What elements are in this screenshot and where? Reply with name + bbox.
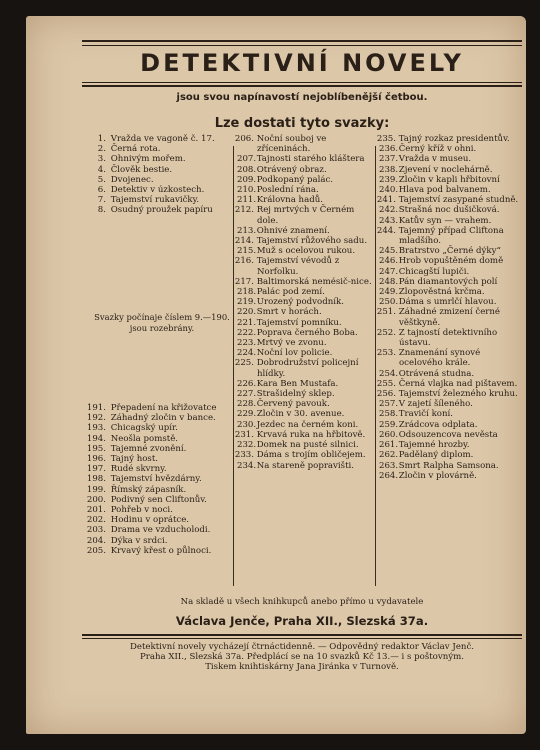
list-item: 261. Tajemné hrozby.	[379, 440, 470, 451]
list-item: 198. Tajemství hvězdárny.	[86, 474, 202, 485]
list-item: 4. Člověk bestie.	[97, 164, 173, 175]
top-rule-thin	[82, 45, 522, 46]
list-item: 245. Bratrstvo „Černé dýky“	[379, 246, 501, 257]
list-item: 201. Pohřeb v noci.	[86, 505, 173, 516]
list-item: 213. Ohnivé znamení.	[237, 225, 330, 236]
list-item: 242. Strašná noc dušičková.	[379, 205, 500, 216]
list-item: 239. Zločin v kapli hřbitovní	[379, 174, 500, 185]
list-item: 252. Z tajností detektivního ústavu.	[376, 327, 498, 349]
top-rule	[82, 40, 522, 42]
list-item: 248. Pán diamantových polí	[379, 276, 498, 287]
column-divider-1	[233, 146, 234, 586]
imprint-line: Tiskem knihtiskárny Jana Jiránka v Turnově.	[205, 662, 399, 673]
list-item: 218. Palác pod zemí.	[237, 287, 325, 298]
list-item: 217. Baltimorská nemésič-nice.	[234, 276, 372, 287]
list-item: 241. Tajemství zasypané studně.	[376, 195, 519, 206]
list-item: 3. Ohnivým mořem.	[97, 154, 186, 165]
column-divider-2	[375, 146, 376, 586]
footer-rule	[82, 634, 522, 636]
list-item: 194. Neošla pomstě.	[86, 433, 179, 444]
list-item: 234. Na stareně popravišti.	[237, 460, 354, 471]
list-item: 211. Královna hadů.	[237, 195, 323, 206]
volumes-heading: Lze dostati tyto svazky:	[214, 116, 390, 131]
list-item: 232. Domek na pusté silnici.	[237, 440, 359, 451]
list-item: 240. Hlava pod balvanem.	[379, 185, 491, 196]
sold-out-note: Svazky počínaje číslem 9.—190. jsou rozebrány.	[94, 312, 230, 333]
list-item: 255. Černá vlajka nad pištavem.	[376, 378, 518, 389]
list-item: 238. Zjevení v noclehárně.	[379, 164, 493, 175]
publisher-line: Václava Jenče, Praha XII., Slezská 37a.	[175, 614, 429, 628]
list-item: 247. Chicagští lupiči.	[379, 266, 470, 277]
list-item: 246. Hrob vopuštěném domě	[379, 256, 504, 267]
list-item: 205. Krvavý křest o půlnoci.	[86, 545, 212, 556]
list-item: 254. Otrávená studna.	[379, 368, 475, 379]
list-item: 264. Zločin v plovárně.	[379, 470, 477, 481]
list-item: 214. Tajemství růžového sadu.	[234, 236, 368, 247]
page-content	[82, 16, 522, 734]
list-item: 215. Muž s ocelovou rukou.	[237, 246, 356, 257]
imprint-line: Detektivní novely vycházejí čtrnáctidenně. — Odpovědný redaktor Václav Jenč.	[130, 642, 474, 652]
volume-list-column-1b	[82, 403, 232, 556]
list-item: 220. Smrt v horách.	[237, 307, 322, 318]
list-item: 225. Dobrodružství policejní hlídky.	[234, 358, 359, 379]
list-item: 228. Červený pavouk.	[237, 399, 330, 410]
list-item: 256. Tajemství železného kruhu.	[376, 389, 518, 400]
list-item: 226. Kara Ben Mustafa.	[237, 378, 339, 389]
list-item: 263. Smrt Ralpha Samsona.	[379, 460, 499, 471]
list-item: 260. Odsouzencova nevěsta	[379, 429, 498, 440]
list-item: 221. Tajemství pomníku.	[237, 317, 342, 328]
list-item: 224. Noční lov policie.	[237, 348, 333, 359]
list-item: 244. Tajemný případ Cliftona mladšího.	[376, 225, 504, 247]
list-item: 210. Poslední rána.	[237, 185, 319, 196]
list-item: 231. Krvavá ruka na hřbitově.	[234, 429, 366, 440]
list-item: 258. Travičí koní.	[379, 409, 453, 420]
list-item: 193. Chicagský upír.	[86, 423, 178, 434]
list-item: 195. Tajemné zvonění.	[86, 443, 187, 454]
list-item: 230. Jezdec na černém koni.	[237, 419, 359, 430]
list-item: 206. Noční souboj ve zříceninách.	[234, 134, 327, 155]
list-item: 262. Padělaný diplom.	[379, 450, 474, 461]
list-item: 207. Tajnosti starého kláštera	[237, 154, 365, 165]
list-item: 209. Podkopaný palác.	[237, 174, 334, 185]
list-item: 250. Dáma s umrlčí hlavou.	[379, 297, 497, 308]
list-item: 8. Osudný proužek papíru	[97, 205, 213, 216]
footer-rule-thin	[82, 638, 522, 639]
list-item: 6. Detektiv v úzkostech.	[97, 185, 205, 196]
list-item: 192. Záhadný zločin v bance.	[86, 413, 216, 424]
list-item: 216. Tajemství vévodů z Norfolku.	[234, 256, 340, 277]
list-item: 5. Dvojenec.	[97, 174, 154, 185]
list-item: 203. Drama ve vzducholodi.	[86, 525, 211, 536]
page-title: DETEKTIVNÍ NOVELY	[140, 49, 464, 77]
subtitle: jsou svou napínavostí nejoblíbenější četbou.	[176, 92, 428, 103]
volume-list-column-3	[376, 134, 522, 481]
list-item: 197. Rudé skvrny.	[86, 464, 167, 475]
list-item: 235. Tajný rozkaz presidentův.	[376, 134, 510, 144]
list-item: 236. Černý kříž v ohni.	[379, 144, 477, 155]
list-item: 223. Mrtvý ve zvonu.	[237, 338, 327, 349]
list-item: 259. Zrádcova odplata.	[379, 419, 478, 430]
list-item: 196. Tajný host.	[86, 454, 159, 465]
availability-note: Na skladě u všech knihkupců anebo přímo u vydavatele	[180, 597, 424, 607]
list-item: 204. Dýka v srdci.	[86, 535, 168, 546]
list-item: 253. Znamenání synové ocelového krále.	[376, 348, 481, 369]
list-item: 237. Vražda v museu.	[379, 154, 472, 165]
list-item: 7. Tajemství rukavičky.	[97, 195, 200, 206]
list-item: 233. Dáma s trojím obličejem.	[234, 450, 366, 461]
list-item: 249. Zlopověstná krčma.	[379, 287, 485, 298]
list-item: 202. Hodinu v oprátce.	[86, 515, 190, 526]
list-item: 1. Vražda ve vagoně č. 17.	[97, 134, 215, 144]
document-page	[26, 16, 526, 734]
title-rule	[82, 85, 522, 87]
imprint-notice	[82, 642, 522, 673]
volume-list-column-2	[234, 134, 375, 471]
title-rule-thin	[82, 82, 522, 83]
list-item: 227. Strašidelný sklep.	[237, 389, 335, 400]
list-item: 219. Urozený podvodník.	[237, 297, 344, 308]
list-item: 229. Zločin v 30. avenue.	[237, 409, 345, 420]
volume-list-column-1	[82, 134, 232, 216]
list-item: 257. V zajetí šíleného.	[379, 399, 473, 410]
list-item: 212. Rej mrtvých v Černém dole.	[234, 205, 355, 226]
list-item: 2. Černá rota.	[97, 144, 161, 155]
list-item: 243. Katův syn — vrahem.	[379, 215, 492, 226]
list-item: 199. Římský zápasník.	[86, 484, 187, 495]
list-item: 191. Přepadení na křižovatce	[86, 403, 217, 413]
list-item: 251. Záhadné zmizení černé věštkyně.	[376, 307, 501, 328]
imprint-line: Praha XII., Slezská 37a. Předplácí se na 10 svazků Kč 13.— i s poštovným.	[140, 652, 464, 663]
list-item: 222. Poprava černého Boba.	[237, 327, 358, 338]
list-item: 208. Otrávený obraz.	[237, 164, 327, 175]
list-item: 200. Podivný sen Cliftonův.	[86, 494, 207, 505]
